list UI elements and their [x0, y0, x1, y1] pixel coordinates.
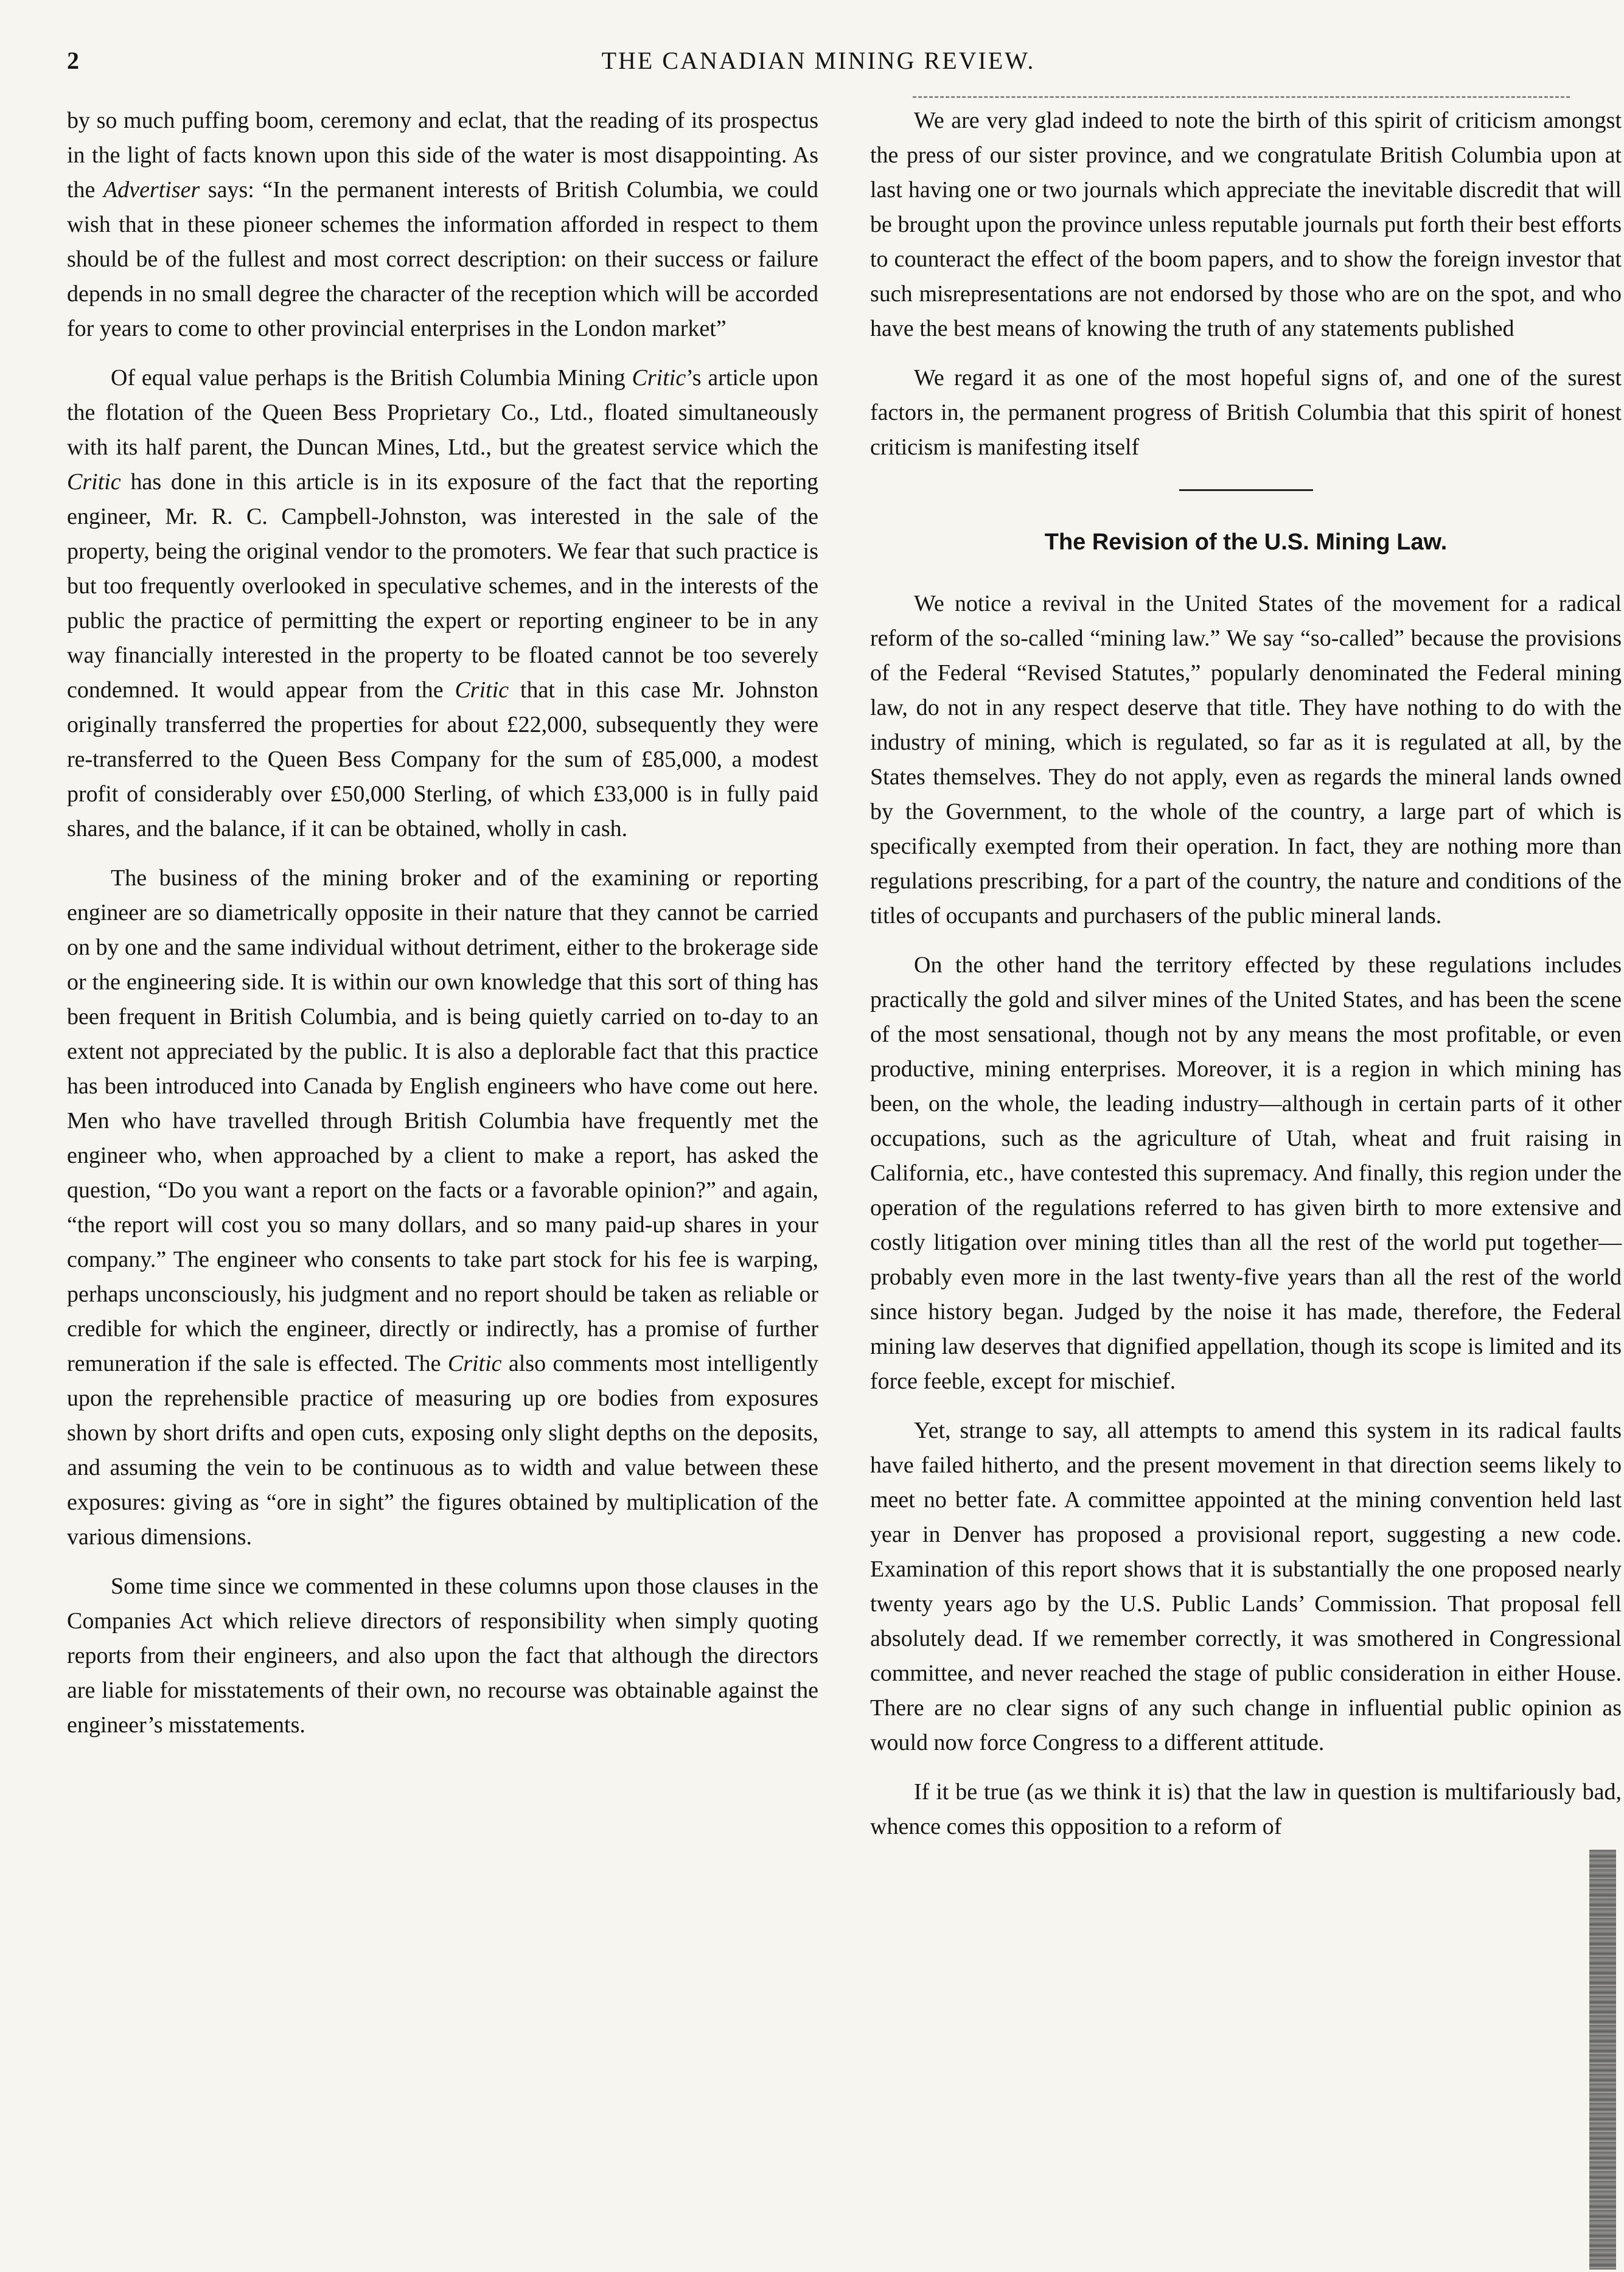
paragraph: We are very glad indeed to note the birth of this spirit of criticism amongst the press of our sister province, and we congratulate British Columbia upon at last having one or two journals which appreciate the inevitable discredit that will be brought upon the province unless reputable journals put forth their best efforts to counteract the effect of the boom papers, and to show the foreign investor that such misrepresentations are not endorsed by those who are on the spot, and who have the best means of knowing the truth of any statements published — [870, 108, 1622, 341]
paragraph — [67, 861, 818, 1555]
section-heading: The Revision of the U.S. Mining Law. — [1044, 529, 1448, 555]
paragraph-text: The business of the mining broker and of the examining or reporting engineer are so diametrically opposite in their nature that they cannot be carried on by one and the same individual without detriment, either to the brokerage side or the engineering side. It is within our own knowledge that this sort of thing has been frequent in British Columbia, and is being quietly carried on to-day to an extent not appreciated by the public. It is also a deplorable fact that this practice has been introduced into Canada by English engineers who have come out here. Men who have travelled through British Columbia have frequently met the engineer who, when approached by a client to make a report, has asked the question, “Do you want a report on the facts or a favorable opinion?” and again, “the report will cost you so many dollars, and so many paid-up shares in your company.” The engineer who consents to take part stock for his fee is warping, perhaps unconsciously, his judgment and no report should be taken as reliable or credible for which the engineer, directly or indirectly, has a promise of further remuneration if the sale is effected. The — [67, 865, 818, 1376]
running-title: THE CANADIAN MINING REVIEW. — [601, 47, 1036, 74]
publication-name: Critic — [455, 677, 509, 703]
paragraph: We notice a revival in the United States of the movement for a radical reform of the so-called “mining law.” We say “so-called” because the provisions of the Federal “Revised Statutes,” popularly denominated the Federal mining law, do not in any respect deserve that title. They have nothing to do with the industry of mining, which is regulated, so far as it is regulated at all, by the States themselves. They do not apply, even as regards the mineral lands owned by the Government, to the whole of the country, a large part of which is specifically exempted from their operation. In fact, they are nothing more than regulations prescribing, for a part of the country, the nature and conditions of the titles of occupants and purchasers of the public mineral lands. — [870, 591, 1622, 929]
publication-name: Critic — [632, 365, 686, 391]
page-number: 2 — [67, 47, 79, 74]
paragraph — [67, 103, 818, 346]
left-column — [67, 103, 818, 1757]
paragraph: Some time since we commented in these columns upon those clauses in the Companies Act which relieve directors of responsibility when simply quoting reports from their engineers, and also upon the fact that although the directors are liable for misstatements of their own, no recourse was obtainable against the engineer’s misstatements. — [67, 1573, 818, 1738]
paragraph-text: says: “In the permanent interests of British Columbia, we could wish that in these pioneer schemes the information afforded in respect to them should be of the fullest and most correct description: on their success or failure depends in no small degree the character of the reception which will be accorded for years to come to other provincial enterprises in the London market” — [67, 177, 818, 341]
section-divider — [1179, 489, 1313, 491]
right-column — [870, 103, 1622, 1859]
paragraph-text: also comments most intelligently upon the reprehensible practice of measuring up ore bodies from exposures shown by short drifts and open cuts, exposing only slight depths on the deposits, and assuming the vein to be continuous as to width and value between these exposures: giving as “ore in sight” the figures obtained by multiplication of the various dimensions. — [67, 1351, 818, 1550]
paragraph-text: Of equal value perhaps is the British Columbia Mining — [111, 365, 632, 391]
paragraph-text: has done in this article is in its exposure of the fact that the reporting engineer, Mr. R. C. Campbell-Johnston, was interested in the sale of the property, being the original vendor to the promoters. We fear that such practice is but too frequently overlooked in speculative schemes, and in the interests of the public the practice of permitting the expert or reporting engineer to be in any way financially interested in the property to be floated cannot be too severely condemned. It would appear from the — [67, 469, 818, 703]
paragraph — [67, 361, 818, 846]
scan-edge-artifact — [1589, 1850, 1616, 2270]
paragraph-text: ’s article upon the flotation of the Queen Bess Proprietary Co., Ltd., floated simultaneously with its half parent, the Duncan Mines, Ltd., but the greatest service which the — [67, 365, 818, 460]
paragraph-text: by so much puffing boom, ceremony and eclat, that the reading of its prospectus in the light of facts known upon this side of the water is most disappointing. As the — [67, 108, 818, 203]
paragraph-text: that in this case Mr. Johnston originally transferred the properties for about £22,000, subsequently they were re-transferred to the Queen Bess Company for the sum of £85,000, a modest profit of considerably over £50,000 Sterling, of which £33,000 is in fully paid shares, and the balance, if it can be obtained, wholly in cash. — [67, 677, 818, 842]
page-header — [67, 46, 1570, 83]
paragraph: Yet, strange to say, all attempts to amend this system in its radical faults have failed hitherto, and the present movement in that direction seems likely to meet no better fate. A committee appointed at the mining convention held last year in Denver has proposed a provisional report, suggesting a new code. Examination of this report shows that it is substantially the one proposed nearly twenty years ago by the U.S. Public Lands’ Commission. That proposal fell absolutely dead. If we remember correctly, it was smothered in Congressional committee, and never reached the stage of public consideration in either House. There are no clear signs of any such change in influential public opinion as would now force Congress to a different attitude. — [870, 1418, 1622, 1755]
publication-name: Advertiser — [103, 177, 200, 203]
paragraph: We regard it as one of the most hopeful signs of, and one of the surest factors in, the permanent progress of British Columbia that this spirit of honest criticism is manifesting itself — [870, 365, 1622, 460]
publication-name: Critic — [67, 469, 121, 495]
column-top-rule — [913, 96, 1570, 100]
paragraph: On the other hand the territory effected by these regulations includes practically the gold and silver mines of the United States, and has been the scene of the most sensational, though not by any means the most profitable, or even productive, mining enterprises. Moreover, it is a region in which mining has been, on the whole, the leading industry—although in certain parts of it other occupations, such as the agriculture of Utah, wheat and fruit raising in California, etc., have contested this supremacy. And finally, this region under the operation of the regulations referred to has given birth to more extensive and costly litigation over mining titles than all the rest of the world put together—probably even more in the last twenty-five years than all the rest of the world since history began. Judged by the noise it has made, therefore, the Federal mining law deserves that dignified appellation, though its scope is limited and its force feeble, except for mischief. — [870, 952, 1622, 1394]
publication-name: Critic — [447, 1351, 502, 1376]
paragraph: If it be true (as we think it is) that the law in question is multifariously bad, whence comes this opposition to a reform of — [870, 1779, 1622, 1839]
